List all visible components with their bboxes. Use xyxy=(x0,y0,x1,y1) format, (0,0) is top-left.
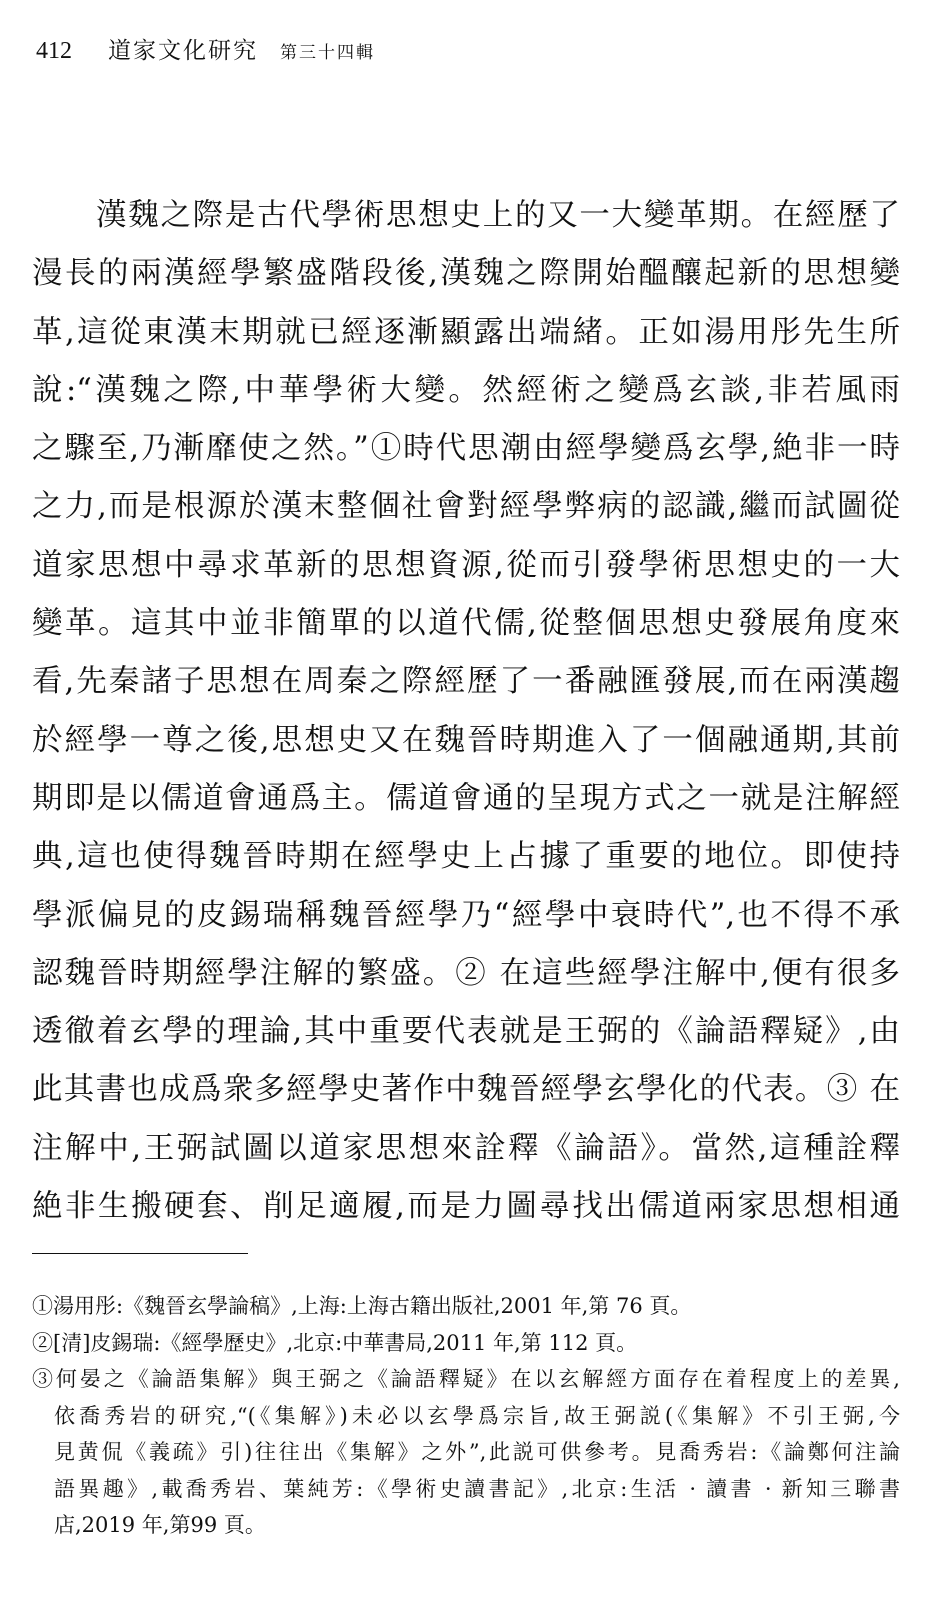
footnote-3-continuation: 依喬秀岩的研究,“(《集解》)未必以玄學爲宗旨,故王弼説(《集解》不引王弼,今 xyxy=(54,1403,900,1428)
text-line: 學派偏見的皮錫瑞稱魏晉經學乃“經學中衰時代”,也不得不承 xyxy=(32,897,900,933)
text-line: 看,先秦諸子思想在周秦之際經歷了一番融匯發展,而在兩漢趨 xyxy=(32,664,900,700)
footnote-3-continuation: 見黄侃《義疏》引)往往出《集解》之外”,此説可供參考。見喬秀岩:《論鄭何注論 xyxy=(54,1440,900,1464)
text-line: 典,這也使得魏晉時期在經學史上占據了重要的地位。即使持 xyxy=(32,839,900,875)
footnote-3-continuation: 語異趣》,載喬秀岩、葉純芳:《學術史讀書記》,北京:生活 · 讀書 · 新知三聯書 xyxy=(54,1476,900,1501)
footnote-3: ③何晏之《論語集解》與王弼之《論語釋疑》在以玄解經方面存在着程度上的差異, xyxy=(32,1367,900,1391)
text-line: 漢魏之際是古代學術思想史上的又一大變革期。在經歷了 xyxy=(96,198,900,233)
footnote-divider xyxy=(32,1253,248,1254)
text-line: 漫長的兩漢經學繁盛階段後,漢魏之際開始醞釀起新的思想變 xyxy=(32,256,900,292)
footnote-3-continuation: 店,2019 年,第99 頁。 xyxy=(54,1513,266,1537)
main-text xyxy=(32,187,900,1236)
page-number: 412 xyxy=(36,38,72,64)
journal-title: 道家文化研究 xyxy=(108,38,258,64)
running-header xyxy=(36,32,375,72)
text-line: 注解中,王弼試圖以道家思想來詮釋《論語》。當然,這種詮釋 xyxy=(32,1130,900,1166)
text-line: 認魏晉時期經學注解的繁盛。② 在這些經學注解中,便有很多 xyxy=(32,955,900,991)
issue-label: 第三十四輯 xyxy=(280,43,375,63)
text-line: 期即是以儒道會通爲主。儒道會通的呈現方式之一就是注解經 xyxy=(32,780,900,816)
text-line: 此其書也成爲衆多經學史著作中魏晉經學玄學化的代表。③ 在 xyxy=(32,1072,900,1108)
text-line: 透徹着玄學的理論,其中重要代表就是王弼的《論語釋疑》,由 xyxy=(32,1014,900,1050)
text-line: 變革。這其中並非簡單的以道代儒,從整個思想史發展角度來 xyxy=(32,606,900,642)
text-line: 絶非生搬硬套、削足適履,而是力圖尋找出儒道兩家思想相通 xyxy=(32,1189,900,1225)
footnote-1: ①湯用彤:《魏晉玄學論稿》,上海:上海古籍出版社,2001 年,第 76 頁。 xyxy=(32,1294,692,1318)
text-line: 革,這從東漢末期就已經逐漸顯露出端緒。正如湯用彤先生所 xyxy=(32,314,900,350)
text-line: 於經學一尊之後,思想史又在魏晉時期進入了一個融通期,其前 xyxy=(32,722,900,758)
text-line: 之驟至,乃漸靡使之然。”①時代思潮由經學變爲玄學,絶非一時 xyxy=(32,431,900,467)
footnotes xyxy=(32,1288,900,1544)
text-line: 道家思想中尋求革新的思想資源,從而引發學術思想史的一大 xyxy=(32,547,900,583)
text-line: 說:“漢魏之際,中華學術大變。然經術之變爲玄談,非若風雨 xyxy=(32,372,900,408)
footnote-2: ②[清]皮錫瑞:《經學歷史》,北京:中華書局,2011 年,第 112 頁。 xyxy=(32,1330,638,1355)
text-line: 之力,而是根源於漢末整個社會對經學弊病的認識,繼而試圖從 xyxy=(32,489,900,525)
